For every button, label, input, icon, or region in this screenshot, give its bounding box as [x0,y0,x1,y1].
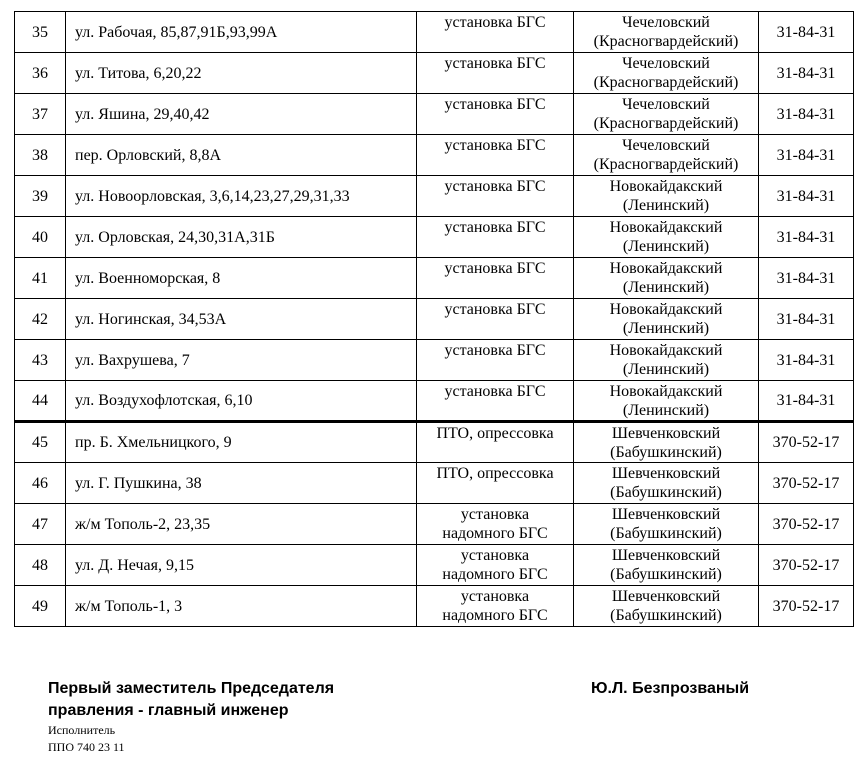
address-cell: ул. Орловская, 24,30,31А,31Б [66,217,417,258]
address-cell: ул. Рабочая, 85,87,91Б,93,99А [66,12,417,53]
district-cell [574,422,759,463]
work-type-line-1: ПТО, опрессовка [436,425,554,442]
position-line-1: Первый заместитель Председателя [48,680,335,697]
work-type-line-2: надомного БГС [442,607,548,624]
work-type-cell [417,135,574,176]
work-type-line-2: надомного БГС [442,525,548,542]
table-row [15,135,854,176]
address-cell: ж/м Тополь-2, 23,35 [66,504,417,545]
phone-cell: 31-84-31 [759,299,854,340]
district-cell [574,135,759,176]
table-row [15,12,854,53]
address-cell: пер. Орловский, 8,8А [66,135,417,176]
district-cell [574,94,759,135]
address-cell: ул. Новоорловская, 3,6,14,23,27,29,31,33 [66,176,417,217]
district-cell [574,504,759,545]
row-number-cell: 41 [15,258,66,299]
table-row [15,258,854,299]
work-type-line-1: установка БГС [444,219,546,236]
district-name: Новокайдакский [609,301,723,318]
work-type-line-1: установка БГС [444,178,546,195]
address-cell: пр. Б. Хмельницкого, 9 [66,422,417,463]
district-name: Чечеловский [622,55,710,72]
district-cell [574,217,759,258]
district-old-name: (Ленинский) [622,402,710,419]
work-type-line-1: установка [460,588,530,605]
work-type-cell [417,258,574,299]
address-cell: ул. Г. Пушкина, 38 [66,463,417,504]
phone-cell: 31-84-31 [759,94,854,135]
phone-cell: 370-52-17 [759,504,854,545]
address-cell: ул. Ногинская, 34,53А [66,299,417,340]
district-name: Новокайдакский [609,342,723,359]
row-number-cell: 38 [15,135,66,176]
phone-cell: 31-84-31 [759,258,854,299]
district-cell [574,12,759,53]
district-name: Шевченковский [611,465,721,482]
district-cell [574,258,759,299]
work-type-cell [417,53,574,94]
work-type-line-1: установка БГС [444,342,546,359]
table-row [15,176,854,217]
work-type-cell [417,299,574,340]
work-type-line-2: надомного БГС [442,566,548,583]
district-old-name: (Ленинский) [622,279,710,296]
phone-cell: 31-84-31 [759,176,854,217]
district-name: Чечеловский [622,14,710,31]
row-number-cell: 42 [15,299,66,340]
phone-cell: 31-84-31 [759,12,854,53]
executor-block [48,722,125,756]
work-type-line-1: установка БГС [444,55,546,72]
district-cell [574,381,759,422]
phone-cell: 370-52-17 [759,545,854,586]
address-cell: ул. Яшина, 29,40,42 [66,94,417,135]
address-cell: ж/м Тополь-1, 3 [66,586,417,627]
work-type-cell [417,94,574,135]
table-row [15,463,854,504]
work-schedule-table [14,11,854,627]
district-name: Шевченковский [611,506,721,523]
district-cell [574,340,759,381]
table-row [15,299,854,340]
signature-position [48,678,334,722]
row-number-cell: 39 [15,176,66,217]
district-name: Новокайдакский [609,383,723,400]
district-old-name: (Бабушкинский) [610,484,722,501]
table-row [15,545,854,586]
work-type-line-1: установка [460,506,530,523]
district-name: Шевченковский [611,425,721,442]
work-type-cell [417,217,574,258]
district-old-name: (Ленинский) [622,197,710,214]
district-old-name: (Красногвардейский) [593,74,739,91]
phone-cell: 31-84-31 [759,381,854,422]
address-cell: ул. Вахрушева, 7 [66,340,417,381]
district-name: Шевченковский [611,588,721,605]
district-old-name: (Ленинский) [622,320,710,337]
phone-cell: 31-84-31 [759,340,854,381]
phone-cell: 370-52-17 [759,586,854,627]
district-cell [574,299,759,340]
district-name: Шевченковский [611,547,721,564]
district-old-name: (Ленинский) [622,361,710,378]
district-cell [574,176,759,217]
row-number-cell: 48 [15,545,66,586]
work-type-line-1: установка БГС [444,14,546,31]
row-number-cell: 36 [15,53,66,94]
position-line-2: правления - главный инженер [48,702,289,719]
address-cell: ул. Военноморская, 8 [66,258,417,299]
executor-label: Исполнитель [48,723,116,737]
work-type-line-1: установка БГС [444,96,546,113]
work-type-cell [417,12,574,53]
district-old-name: (Красногвардейский) [593,115,739,132]
district-old-name: (Бабушкинский) [610,525,722,542]
work-type-line-1: установка БГС [444,301,546,318]
work-type-cell [417,545,574,586]
executor-contact: ППО 740 23 11 [48,740,125,754]
district-old-name: (Ленинский) [622,238,710,255]
district-name: Чечеловский [622,96,710,113]
signer-name: Ю.Л. Безпрозваный [591,680,750,697]
work-type-cell [417,176,574,217]
table-row [15,53,854,94]
table-row [15,217,854,258]
district-cell [574,53,759,94]
row-number-cell: 37 [15,94,66,135]
phone-cell: 31-84-31 [759,135,854,176]
table-row [15,586,854,627]
row-number-cell: 40 [15,217,66,258]
district-old-name: (Бабушкинский) [610,566,722,583]
table-row [15,94,854,135]
table-row [15,340,854,381]
district-old-name: (Бабушкинский) [610,444,722,461]
work-type-line-1: установка БГС [444,383,546,400]
district-name: Новокайдакский [609,219,723,236]
district-name: Чечеловский [622,137,710,154]
work-type-line-1: установка БГС [444,260,546,277]
district-old-name: (Красногвардейский) [593,156,739,173]
phone-cell: 370-52-17 [759,463,854,504]
phone-cell: 31-84-31 [759,53,854,94]
row-number-cell: 44 [15,381,66,422]
table-body [15,12,854,627]
row-number-cell: 49 [15,586,66,627]
row-number-cell: 35 [15,12,66,53]
work-type-line-1: установка [460,547,530,564]
district-old-name: (Бабушкинский) [610,607,722,624]
address-cell: ул. Воздухофлотская, 6,10 [66,381,417,422]
work-type-cell [417,422,574,463]
table-row [15,422,854,463]
district-name: Новокайдакский [609,178,723,195]
district-cell [574,463,759,504]
district-old-name: (Красногвардейский) [593,33,739,50]
row-number-cell: 47 [15,504,66,545]
district-cell [574,545,759,586]
district-name: Новокайдакский [609,260,723,277]
work-type-line-1: установка БГС [444,137,546,154]
work-type-cell [417,586,574,627]
phone-cell: 370-52-17 [759,422,854,463]
row-number-cell: 45 [15,422,66,463]
row-number-cell: 43 [15,340,66,381]
table-row [15,381,854,422]
table-row [15,504,854,545]
address-cell: ул. Д. Нечая, 9,15 [66,545,417,586]
row-number-cell: 46 [15,463,66,504]
district-cell [574,586,759,627]
work-type-line-1: ПТО, опрессовка [436,465,554,482]
address-cell: ул. Титова, 6,20,22 [66,53,417,94]
work-type-cell [417,381,574,422]
work-type-cell [417,463,574,504]
work-type-cell [417,504,574,545]
phone-cell: 31-84-31 [759,217,854,258]
work-type-cell [417,340,574,381]
